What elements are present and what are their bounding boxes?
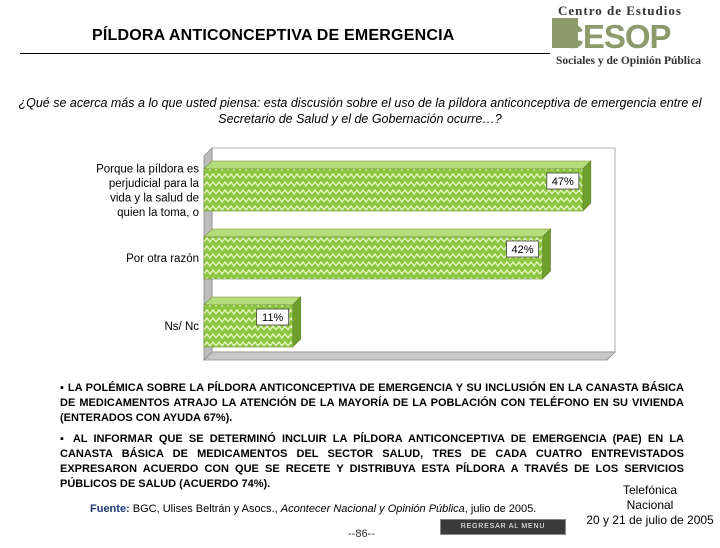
- finding-1: ▪ LA POLÉMICA SOBRE LA PÍLDORA ANTICONCEPTIVA DE EMERGENCIA Y SU INCLUSIÓN EN LA CANASTA BÁSICA DE MEDICAMENTOS ATRAJO LA ATENCIÓN DE LA MAYORÍA DE LA POBLACIÓN CON TELÉFONO EN SU VIVIENDA (ENTERADOS CON AYUDA 67%).: [60, 382, 684, 424]
- bar-chart: [0, 140, 720, 380]
- bar-end-2: [293, 297, 301, 347]
- source-note: Fuente: BGC, Ulises Beltrán y Asocs., Acontecer Nacional y Opinión Pública, julio de 2005.: [90, 503, 537, 515]
- cesop-logo: [548, 2, 718, 70]
- bullet-marker-icon: ▪: [60, 433, 68, 445]
- category-label-2: Ns/ Nc: [164, 321, 199, 333]
- category-label-0: Porque la píldora es perjudicial para la vida y la salud de quien la toma, o: [96, 163, 199, 219]
- findings-list: [60, 381, 684, 498]
- bar-end-0: [583, 161, 591, 211]
- bar-top-0: [204, 161, 591, 169]
- bar-1: [204, 237, 543, 279]
- page-number: --86--: [348, 528, 375, 540]
- title-divider: [20, 53, 550, 54]
- value-label-2: 11%: [262, 312, 284, 324]
- logo-line-1: Centro de Estudios: [558, 3, 682, 18]
- category-label-1: Por otra razón: [126, 253, 199, 265]
- source-publication: Acontecer Nacional y Opinión Pública: [280, 503, 465, 515]
- chart-floor: [204, 352, 615, 360]
- logo-wordmark: CESOP: [560, 18, 671, 55]
- value-label-1: 42%: [511, 244, 534, 256]
- finding-2: ▪ AL INFORMAR QUE SE DETERMINÓ INCLUIR LA PÍLDORA ANTICONCEPTIVA DE EMERGENCIA (PAE) EN LA CANASTA BÁSICA DE MEDICAMENTOS DEL SECTOR SALUD, TRES DE CADA CUATRO ENTREVISTADOS EXPRESARON ACUERDO CON QUE SE RECETE Y DISTRIBUYA ESTA PÍLDORA A TRAVÉS DE LOS SERVICIOS PÚBLICOS DE SALUD (ACUERDO 74%).: [60, 433, 684, 490]
- bar-top-2: [204, 297, 301, 305]
- page-title: PÍLDORA ANTICONCEPTIVA DE EMERGENCIA: [92, 27, 455, 44]
- value-label-0: 47%: [551, 176, 574, 188]
- back-to-menu-button[interactable]: REGRESAR AL MENU PRINCIPAL: [440, 519, 566, 535]
- bar-end-1: [543, 229, 551, 279]
- source-label: Fuente:: [90, 503, 130, 515]
- bar-top-1: [204, 229, 551, 237]
- bullet-marker-icon: ▪: [60, 382, 65, 394]
- survey-question: ¿Qué se acerca más a lo que usted piensa: esta discusión sobre el uso de la píldora anticonceptiva de emergencia entre el Secretario de Salud y el de Gobernación ocurre…?: [18, 96, 702, 126]
- survey-sponsor: Telefónica Nacional 20 y 21 de julio de 2005: [586, 483, 714, 527]
- category-labels: [96, 163, 200, 333]
- bar-0: [204, 169, 583, 211]
- logo-line-3: Sociales y de Opinión Pública: [556, 55, 702, 67]
